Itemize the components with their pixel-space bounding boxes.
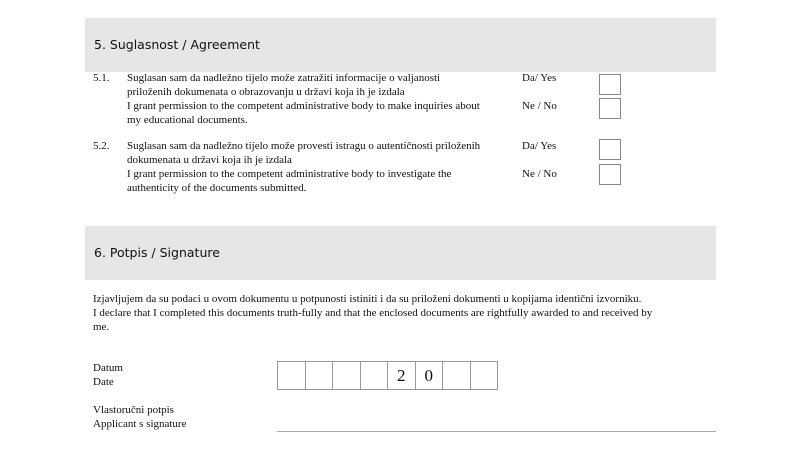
date-field[interactable] bbox=[277, 361, 498, 390]
date-label: Datum Date bbox=[93, 362, 123, 388]
date-digit-box[interactable] bbox=[278, 362, 306, 389]
yes-label: Da/ Yes bbox=[522, 72, 557, 84]
yes-label: Da/ Yes bbox=[522, 140, 557, 152]
yes-checkbox-5-1[interactable] bbox=[599, 74, 621, 95]
signature-label: Vlastoručni potpis Applicant s signature bbox=[93, 404, 187, 430]
no-checkbox-5-1[interactable] bbox=[599, 98, 621, 119]
item-text: Suglasan sam da nadležno tijelo može provesti istragu o autentičnosti priloženih dokumenata u državi koja ih je izdala I grant permission to the competent administrative body to investigate the authenticity of the documents submitted. bbox=[127, 140, 481, 194]
date-digit-box[interactable] bbox=[333, 362, 361, 389]
yes-checkbox-5-2[interactable] bbox=[599, 139, 621, 160]
section-header-agreement: 5. Suglasnost / Agreement bbox=[85, 18, 716, 72]
date-digit-box[interactable] bbox=[306, 362, 334, 389]
section-header-signature: 6. Potpis / Signature bbox=[85, 226, 716, 280]
item-text: Suglasan sam da nadležno tijelo može zatražiti informacije o valjanosti priloženih dokumenata o obrazovanju u državi koja ih je izdala I grant permission to the competent administrative body to make inquiries about my educational documents. bbox=[127, 72, 480, 126]
item-number: 5.1. bbox=[93, 72, 110, 84]
no-label: Ne / No bbox=[522, 100, 557, 112]
date-digit-box[interactable]: 0 bbox=[416, 362, 444, 389]
declaration-text: Izjavljujem da su podaci u ovom dokumentu u potpunosti istiniti i da su priloženi dokumenti u kopijama identični izvorniku. I declare that I completed this documents truth-fully and that the enclosed documents are rightfully awarded to and received by me. bbox=[93, 293, 653, 333]
date-digit-box[interactable]: 2 bbox=[388, 362, 416, 389]
date-digit-box[interactable] bbox=[443, 362, 471, 389]
date-digit-box[interactable] bbox=[471, 362, 498, 389]
no-checkbox-5-2[interactable] bbox=[599, 164, 621, 185]
item-number: 5.2. bbox=[93, 140, 110, 152]
signature-line[interactable] bbox=[277, 431, 716, 432]
no-label: Ne / No bbox=[522, 168, 557, 180]
date-digit-box[interactable] bbox=[361, 362, 389, 389]
